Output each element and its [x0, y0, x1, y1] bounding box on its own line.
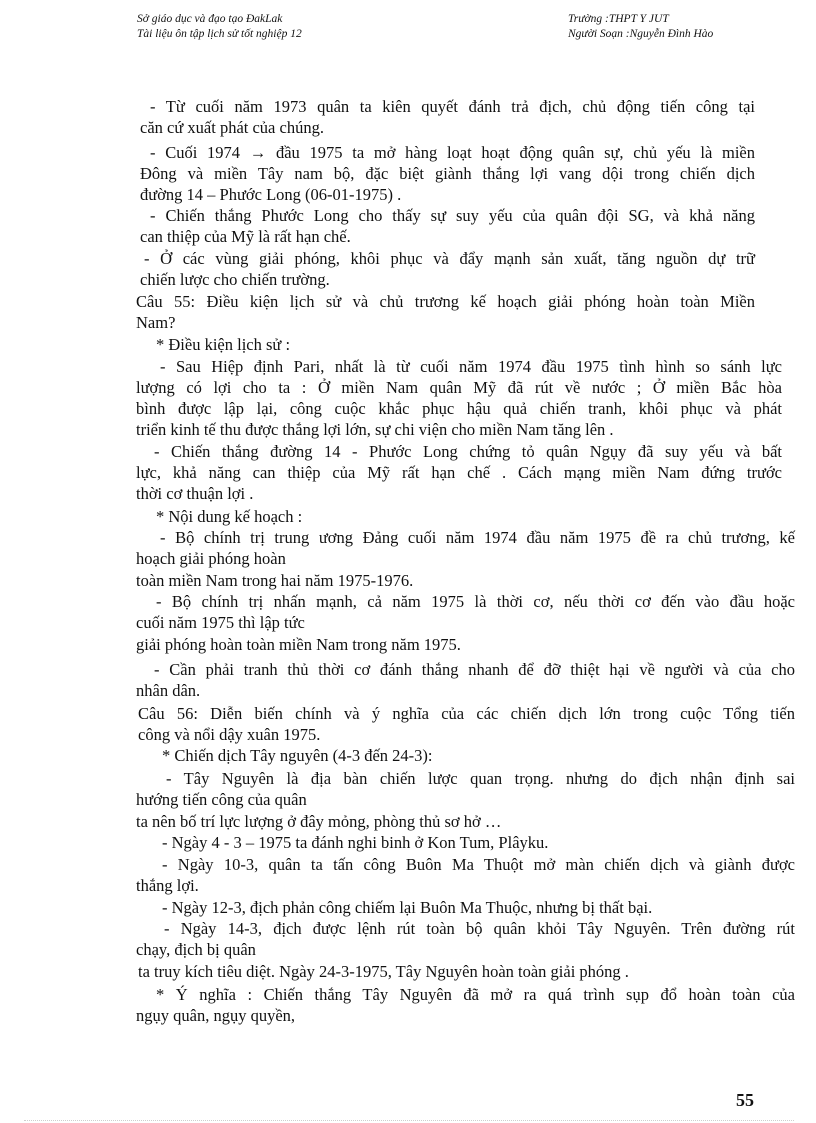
- text-line: nhân dân.: [136, 681, 201, 700]
- question-heading: công và nổi dậy xuân 1975.: [138, 725, 321, 744]
- text-line: căn cứ xuất phát của chúng.: [140, 118, 324, 137]
- page-number: 55: [736, 1090, 754, 1110]
- text-line: hoạch giải phóng hoàn: [136, 549, 286, 568]
- text-line: - Cuối 1974 → đầu 1975 ta mở hàng loạt hoạt động quân sự, chủ yếu là miền: [150, 143, 755, 162]
- header-school: Trường :THPT Y JUT: [568, 13, 669, 25]
- header-author: Người Soạn :Nguyễn Đình Hào: [568, 28, 714, 40]
- question-heading: Câu 55: Điều kiện lịch sử và chủ trương kế hoạch giải phóng hoàn toàn Miền: [136, 292, 755, 311]
- text-line: - Từ cuối năm 1973 quân ta kiên quyết đánh trả địch, chủ động tiến công tại: [150, 97, 755, 116]
- header-left: [137, 12, 302, 42]
- text-line: chạy, địch bị quân: [136, 940, 256, 959]
- section-heading: * Điều kiện lịch sử :: [156, 335, 291, 354]
- text-line: thời cơ thuận lợi .: [136, 484, 254, 503]
- text-line: đường 14 – Phước Long (06-01-1975) .: [140, 185, 402, 204]
- text-line: - Chiến thắng Phước Long cho thấy sự suy yếu của quân đội SG, và khả năng: [150, 206, 755, 225]
- text-line: - Cần phải tranh thủ thời cơ đánh thắng nhanh để đỡ thiệt hại về người và của cho: [154, 660, 795, 679]
- section-heading: * Ý nghĩa : Chiến thắng Tây Nguyên đã mở ra quá trình sụp đổ hoàn toàn của: [156, 985, 795, 1004]
- text-line: triển kinh tế thu được thắng lợi lớn, sự chi viện cho miền Nam tăng lên .: [136, 420, 614, 439]
- text-line: thắng lợi.: [136, 876, 199, 895]
- text-line: - Chiến thắng đường 14 - Phước Long chứng tỏ quân Ngụy đã suy yếu và bất: [154, 442, 782, 461]
- text-line: hướng tiến công của quân: [136, 790, 307, 809]
- section-heading: * Chiến dịch Tây nguyên (4-3 đến 24-3):: [162, 746, 433, 765]
- text-line: ta nên bố trí lực lượng ở đây mỏng, phòng thủ sơ hở …: [136, 812, 502, 831]
- header-right: [568, 12, 713, 42]
- text-line: lực, khả năng can thiệp của Mỹ rất hạn chế . Cách mạng miền Nam đứng trước: [136, 463, 782, 482]
- header-school-dept: Sở giáo dục và đạo tạo ĐakLak: [137, 13, 283, 25]
- text-line: bình được lập lại, công cuộc khắc phục hậu quả chiến tranh, khôi phục và phát: [136, 399, 782, 418]
- text-line: - Ngày 14-3, địch được lệnh rút toàn bộ quân khỏi Tây Nguyên. Trên đường rút: [164, 919, 795, 938]
- text-line: - Ngày 4 - 3 – 1975 ta đánh nghi binh ở Kon Tum, Plâyku.: [162, 833, 549, 852]
- text-line: - Ngày 10-3, quân ta tấn công Buôn Ma Thuột mở màn chiến dịch và giành được: [162, 855, 795, 874]
- text-line: chiến lược cho chiến trường.: [140, 270, 330, 289]
- text-line: Đông và miền Tây nam bộ, đặc biệt giành thắng lợi vang dội trong chiến dịch: [140, 164, 755, 183]
- question-heading: Nam?: [136, 313, 176, 332]
- text-line: - Bộ chính trị trung ương Đảng cuối năm 1974 đầu năm 1975 đề ra chủ trương, kế: [160, 528, 795, 547]
- text-line: lượng có lợi cho ta : Ở miền Nam quân Mỹ đã rút về nước ; Ở miền Bắc hòa: [136, 378, 782, 397]
- text-line: - Ngày 12-3, địch phản công chiếm lại Buôn Ma Thuộc, nhưng bị thất bại.: [162, 898, 653, 917]
- text-line: - Tây Nguyên là địa bàn chiến lược quan trọng. nhưng do địch nhận định sai: [166, 769, 795, 788]
- text-line: - Ở các vùng giải phóng, khôi phục và đẩy mạnh sản xuất, tăng nguồn dự trữ: [144, 249, 755, 268]
- header-doc-title: Tài liệu ôn tập lịch sử tốt nghiệp 12: [137, 28, 302, 40]
- text-line: cuối năm 1975 thì lập tức: [136, 613, 305, 632]
- text-line: can thiệp của Mỹ là rất hạn chế.: [140, 227, 351, 246]
- text-line: ngụy quân, ngụy quyền,: [136, 1006, 296, 1025]
- text-line: - Bộ chính trị nhấn mạnh, cả năm 1975 là thời cơ, nếu thời cơ đến vào đầu hoặc: [156, 592, 795, 611]
- text-line: - Sau Hiệp định Pari, nhất là từ cuối năm 1974 đầu 1975 tình hình so sánh lực: [160, 357, 782, 376]
- section-heading: * Nội dung kế hoạch :: [156, 507, 303, 526]
- footer-divider: [24, 1120, 794, 1121]
- text-line: toàn miền Nam trong hai năm 1975-1976.: [136, 571, 414, 590]
- text-line: ta truy kích tiêu diệt. Ngày 24-3-1975, Tây Nguyên hoàn toàn giải phóng .: [138, 962, 629, 981]
- text-line: giải phóng hoàn toàn miền Nam trong năm 1975.: [136, 635, 461, 654]
- question-heading: Câu 56: Diễn biến chính và ý nghĩa của các chiến dịch lớn trong cuộc Tổng tiến: [138, 704, 795, 723]
